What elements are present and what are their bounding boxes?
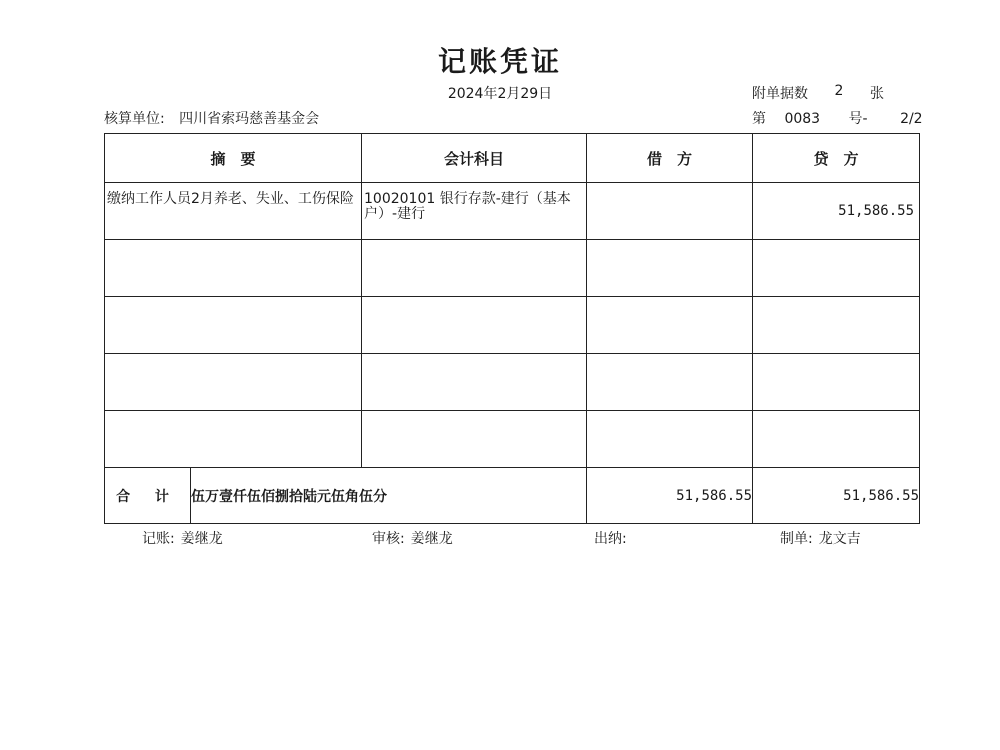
credit-amount: 51,586.55 <box>838 203 915 219</box>
summary-text <box>105 411 361 420</box>
summary-cell <box>105 240 362 297</box>
debit-amount <box>587 183 752 203</box>
summary-text <box>105 354 361 363</box>
voucher-prefix: 第 <box>752 111 766 127</box>
table-row <box>105 297 920 354</box>
reviewer-signature <box>372 528 453 548</box>
cashier-label: 出纳: <box>594 531 627 547</box>
voucher-number: 0083 <box>784 111 821 127</box>
debit-amount <box>587 411 752 431</box>
voucher-title: 记账凭证 <box>437 45 562 78</box>
summary-text: 缴纳工作人员2月养老、失业、工伤保险 <box>107 191 354 207</box>
credit-amount <box>753 240 919 260</box>
total-label: 合 计 <box>105 468 191 524</box>
credit-cell <box>753 183 920 240</box>
summary-cell <box>105 411 362 468</box>
total-amount-in-words: 伍万壹仟伍佰捌拾陆元伍角伍分 <box>191 468 587 524</box>
debit-cell <box>587 183 753 240</box>
account-cell <box>362 411 587 468</box>
account-text: 10020101 银行存款-建行（基本户）-建行 <box>364 191 571 222</box>
credit-amount <box>753 354 919 374</box>
debit-cell <box>587 297 753 354</box>
account-text <box>362 411 586 420</box>
account-text <box>362 297 586 306</box>
accounting-unit <box>104 108 319 128</box>
summary-cell <box>105 183 362 240</box>
credit-amount <box>753 411 919 431</box>
debit-cell <box>587 354 753 411</box>
total-credit: 51,586.55 <box>753 468 920 524</box>
preparer-signature <box>780 528 861 548</box>
account-cell <box>362 354 587 411</box>
credit-cell <box>753 240 920 297</box>
attachments-info <box>752 83 884 103</box>
header-debit: 借 方 <box>587 134 753 183</box>
credit-cell <box>753 297 920 354</box>
attachments-unit: 张 <box>870 86 884 102</box>
table-row <box>105 354 920 411</box>
account-cell <box>362 240 587 297</box>
debit-amount <box>587 297 752 317</box>
page-indicator: 2/2 <box>900 111 923 127</box>
total-debit: 51,586.55 <box>587 468 753 524</box>
summary-cell <box>105 354 362 411</box>
header-summary: 摘 要 <box>105 134 362 183</box>
bookkeeper-name: 姜继龙 <box>180 531 223 547</box>
account-cell <box>362 297 587 354</box>
account-text <box>362 354 586 363</box>
bookkeeper-signature <box>142 528 223 548</box>
header-credit: 贷 方 <box>753 134 920 183</box>
credit-amount <box>753 297 919 317</box>
debit-amount <box>587 240 752 260</box>
attachments-label: 附单据数 <box>752 86 808 102</box>
table-row <box>105 240 920 297</box>
preparer-name: 龙文吉 <box>818 531 861 547</box>
unit-value: 四川省索玛慈善基金会 <box>179 111 320 127</box>
table-row <box>105 183 920 240</box>
total-row <box>105 468 920 524</box>
debit-cell <box>587 411 753 468</box>
cashier-signature <box>594 528 633 548</box>
header-account: 会计科目 <box>362 134 587 183</box>
debit-amount <box>587 354 752 374</box>
voucher-suffix: 号- <box>848 111 868 127</box>
voucher-date: 2024年2月29日 <box>447 86 553 102</box>
summary-cell <box>105 297 362 354</box>
account-text <box>362 240 586 249</box>
unit-label: 核算单位: <box>104 111 165 127</box>
preparer-label: 制单: <box>780 531 813 547</box>
header-row <box>105 134 920 183</box>
credit-cell <box>753 411 920 468</box>
bookkeeper-label: 记账: <box>142 531 175 547</box>
reviewer-name: 姜继龙 <box>410 531 453 547</box>
summary-text <box>105 240 361 249</box>
account-cell <box>362 183 587 240</box>
summary-text <box>105 297 361 306</box>
debit-cell <box>587 240 753 297</box>
credit-cell <box>753 354 920 411</box>
voucher-table <box>104 133 920 524</box>
reviewer-label: 审核: <box>372 531 405 547</box>
attachments-count: 2 <box>834 83 844 99</box>
table-row <box>105 411 920 468</box>
voucher-number-line <box>752 108 923 128</box>
